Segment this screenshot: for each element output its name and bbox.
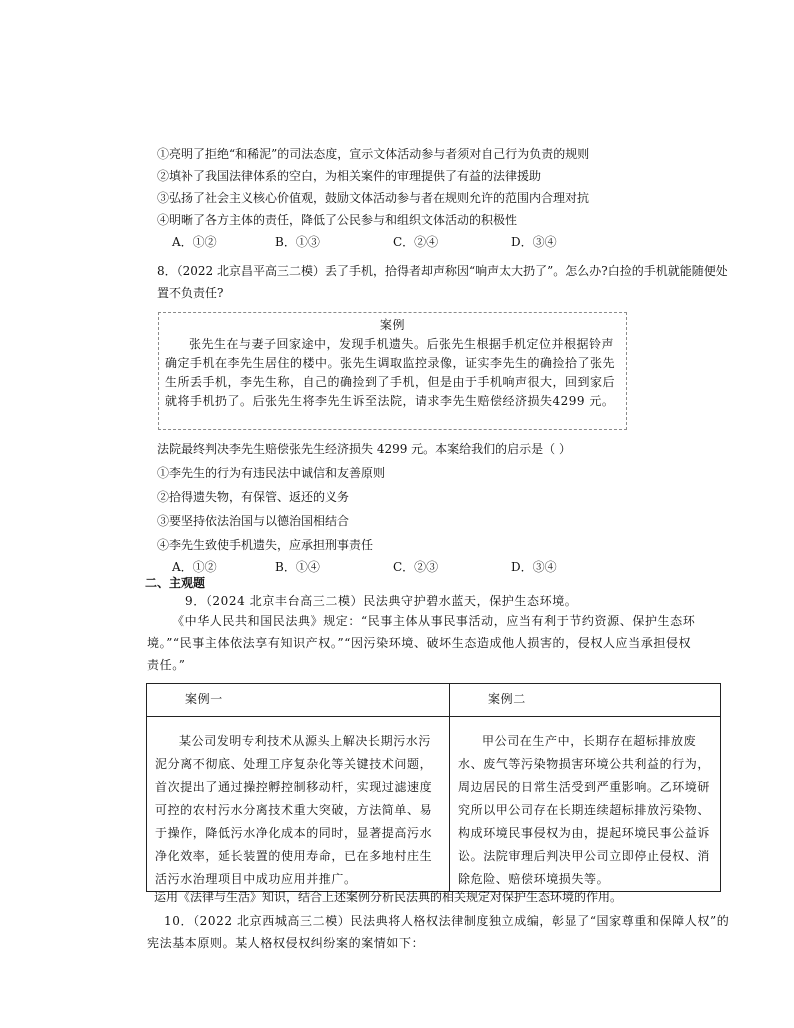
case-1-cell bbox=[147, 717, 450, 892]
q7-statement-4: ④明晰了各方主体的责任，降低了公民参与和组织文体活动的积极性 bbox=[157, 213, 518, 227]
q7-statement-3: ③弘扬了社会主义核心价值观，鼓励文体活动参与者在规则允许的范围内合理对抗 bbox=[157, 191, 590, 205]
q8-option-c: C．②③ bbox=[393, 560, 439, 574]
q7-option-c: C．②④ bbox=[393, 235, 439, 249]
q8-stem-line-1: 8．（2022 北京昌平高三二模）丢了手机，拾得者却声称因“响声太大扔了”。怎么办?白捡的手机就能随便处 bbox=[157, 264, 728, 278]
q8-statement-1: ①李先生的行为有违民法中诚信和友善原则 bbox=[157, 466, 386, 480]
q8-statement-2: ②拾得遗失物，有保管、返还的义务 bbox=[157, 490, 350, 504]
case-2-text: 甲公司在生产中，长期存在超标排放废水、废气等污染物损害环境公共利益的行为，周边居民的日常生活受到严重影响。乙环境研究所以甲公司存在长期连续超标排放污染物、构成环境民事侵权为由，提起环境民事公益诉讼。法院审理后判决甲公司立即停止侵权、消除危险、赔偿环境损失等。 bbox=[458, 734, 711, 886]
q7-statement-2: ②填补了我国法律体系的空白，为相关案件的审理提供了有益的法律援助 bbox=[157, 169, 542, 183]
q7-statement-1: ①亮明了拒绝“和稀泥”的司法态度，宣示文体活动参与者须对自己行为负责的规则 bbox=[157, 147, 590, 161]
q9-quote-line-1: 《中华人民共和国民法典》规定：“民事主体从事民事活动，应当有利于节约资源、保护生态环 bbox=[172, 614, 696, 628]
q8-option-a: A．①② bbox=[172, 560, 217, 574]
q8-case-text: 张先生在与妻子回家途中，发现手机遗失。后张先生根据手机定位并根据铃声确定手机在李先生居住的楼中。张先生调取监控录像，证实李先生的确捡拾了张先生所丢手机，李先生称，自己的确捡到了手机，但是由于手机响声很大，回到家后就将手机扔了。后张先生将李先生诉至法院，请求李先生赔偿经济损失4299 元。 bbox=[165, 337, 616, 408]
q10-line-1: 10．（2022 北京西城高三二模）民法典将人格权法律制度独立成编，彰显了“国家尊重和保障人权”的 bbox=[164, 914, 730, 928]
q7-option-b: B．①③ bbox=[275, 235, 320, 249]
q9-quote-line-2: 境。”“民事主体依法享有知识产权。”“因污染环境、破坏生态造成他人损害的，侵权人应当承担侵权 bbox=[147, 636, 692, 650]
q9-quote-line-3: 责任。” bbox=[147, 658, 186, 672]
q9-case-table bbox=[146, 683, 721, 892]
case-2-header bbox=[450, 684, 721, 717]
q8-stem-line-2: 置不负责任? bbox=[157, 286, 224, 300]
q8-case-box bbox=[158, 312, 627, 430]
q7-option-d: D．③④ bbox=[511, 235, 557, 249]
q8-case-title: 案例 bbox=[379, 318, 406, 332]
q9-question: 运用《法律与生活》知识，结合上述案例分析民法典的相关规定对保护生态环境的作用。 bbox=[154, 890, 623, 904]
case-1-title: 案例一 bbox=[185, 692, 223, 706]
section-title: 二、主观题 bbox=[145, 576, 206, 590]
q8-statement-4: ④李先生致使手机遗失，应承担刑事责任 bbox=[157, 538, 374, 552]
case-2-cell bbox=[450, 717, 721, 892]
q10-line-2: 宪法基本原则。某人格权侵权纠纷案的案情如下： bbox=[147, 936, 425, 950]
q8-option-b: B．①④ bbox=[275, 560, 320, 574]
q8-after-text: 法院最终判决李先生赔偿张先生经济损失 4299 元。本案给我们的启示是（ ） bbox=[157, 442, 571, 456]
case-2-title: 案例二 bbox=[488, 692, 526, 706]
q8-option-d: D．③④ bbox=[511, 560, 557, 574]
q8-statement-3: ③要坚持依法治国与以德治国相结合 bbox=[157, 514, 350, 528]
q7-option-a: A．①② bbox=[172, 235, 217, 249]
q9-stem: 9．（2024 北京丰台高三二模）民法典守护碧水蓝天，保护生态环境。 bbox=[185, 594, 578, 608]
case-1-header bbox=[147, 684, 450, 717]
case-1-text: 某公司发明专利技术从源头上解决长期污水污泥分离不彻底、处理工序复杂化等关键技术问题，首次提出了通过操控孵控制移动杆，实现过滤速度可控的农村污水分离技术重大突破，方法简单、易于操作，降低污水净化成本的同时，显著提高污水净化效率，延长装置的使用寿命，已在多地村庄生活污水治理项目中成功应用并推广。 bbox=[155, 734, 433, 886]
